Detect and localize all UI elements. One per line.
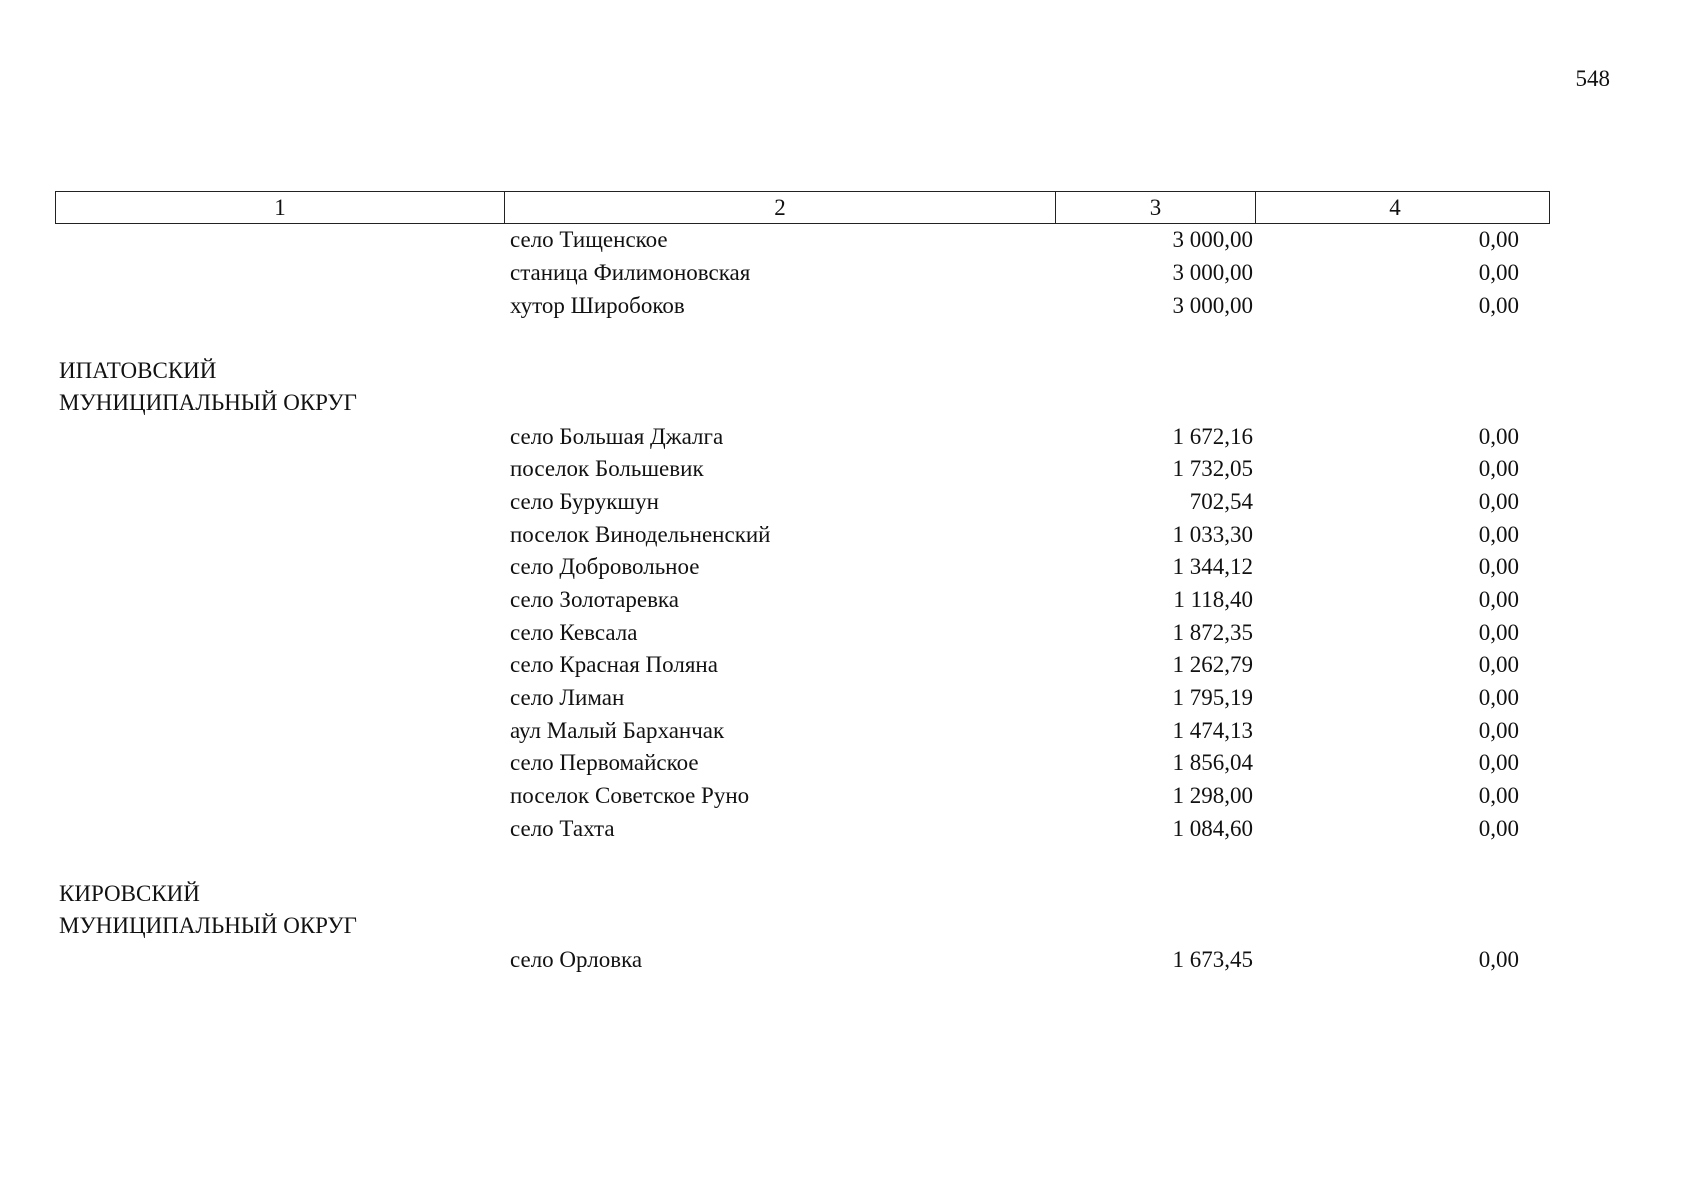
cell-settlement-name: поселок Винодельненский [510, 521, 771, 547]
table-row [55, 584, 1550, 617]
cell-settlement-name: село Первомайское [510, 750, 699, 776]
table-body [55, 224, 1550, 976]
data-table [55, 191, 1550, 976]
cell-extra-value: 0,00 [1478, 227, 1519, 253]
cell-value: 1 795,19 [1172, 685, 1253, 710]
cell-extra-value: 0,00 [1478, 685, 1519, 710]
cell-extra-value: 0,00 [1478, 260, 1519, 286]
cell-extra-value: 0,00 [1478, 521, 1519, 547]
cell-settlement-name: село Золотаревка [510, 586, 679, 612]
cell-extra-value: 0,00 [1478, 652, 1519, 678]
table-row [55, 518, 1550, 551]
cell-value: 1 474,13 [1172, 717, 1253, 743]
table-row [55, 257, 1550, 290]
table-row [55, 812, 1550, 845]
header-col-4: 4 [1389, 194, 1401, 220]
cell-extra-value: 0,00 [1478, 586, 1519, 612]
header-col-2: 2 [505, 192, 1056, 223]
cell-settlement-name: село Кевсала [510, 619, 638, 645]
table-row [55, 486, 1550, 519]
district-title-line1: КИРОВСКИЙ [59, 880, 200, 906]
cell-extra-value: 0,00 [1478, 750, 1519, 776]
cell-settlement-name: село Тищенское [510, 227, 668, 253]
cell-settlement-name: хутор Широбоков [510, 292, 685, 318]
cell-value: 3 000,00 [1172, 227, 1253, 253]
table-row [55, 780, 1550, 813]
table-row [55, 682, 1550, 715]
row-spacer [55, 845, 1550, 878]
cell-settlement-name: поселок Большевик [510, 456, 704, 482]
cell-value: 1 344,12 [1172, 554, 1253, 580]
table-row [55, 289, 1550, 322]
cell-extra-value: 0,00 [1478, 488, 1519, 514]
cell-extra-value: 0,00 [1478, 554, 1519, 580]
cell-extra-value: 0,00 [1478, 783, 1519, 809]
cell-settlement-name: село Красная Поляна [510, 652, 718, 678]
cell-settlement-name: станица Филимоновская [510, 260, 751, 286]
cell-value: 1 672,16 [1172, 423, 1253, 449]
cell-settlement-name: село Бурукшун [510, 488, 659, 514]
cell-value: 1 732,05 [1172, 456, 1253, 482]
cell-extra-value: 0,00 [1478, 292, 1519, 318]
district-title-line1: ИПАТОВСКИЙ [59, 357, 217, 383]
district-title-line2: МУНИЦИПАЛЬНЫЙ ОКРУГ [59, 390, 357, 416]
cell-value: 1 673,45 [1172, 946, 1253, 972]
cell-value: 1 118,40 [1173, 586, 1253, 612]
cell-settlement-name: село Добровольное [510, 554, 700, 580]
table-row [55, 649, 1550, 682]
table-row [55, 420, 1550, 453]
cell-value: 702,54 [1189, 488, 1253, 514]
header-col-3: 3 [1056, 192, 1256, 223]
cell-extra-value: 0,00 [1478, 946, 1519, 972]
cell-settlement-name: село Лиман [510, 685, 625, 710]
cell-value: 1 856,04 [1172, 750, 1253, 776]
page-number: 548 [1575, 66, 1610, 91]
table-row [55, 616, 1550, 649]
cell-extra-value: 0,00 [1478, 815, 1519, 841]
cell-extra-value: 0,00 [1478, 619, 1519, 645]
table-row [55, 747, 1550, 780]
table-row [55, 551, 1550, 584]
cell-value: 3 000,00 [1172, 292, 1253, 318]
cell-value: 1 262,79 [1172, 652, 1253, 678]
table-row [55, 224, 1550, 257]
row-spacer [55, 322, 1550, 355]
table-header [55, 191, 1550, 224]
cell-extra-value: 0,00 [1478, 456, 1519, 482]
cell-value: 1 298,00 [1172, 783, 1253, 809]
cell-settlement-name: село Орловка [510, 946, 643, 972]
cell-value: 3 000,00 [1172, 260, 1253, 286]
header-col-1: 1 [56, 192, 505, 223]
cell-value: 1 084,60 [1172, 815, 1253, 841]
cell-extra-value: 0,00 [1478, 717, 1519, 743]
cell-settlement-name: село Большая Джалга [510, 423, 724, 449]
cell-extra-value: 0,00 [1478, 423, 1519, 449]
cell-settlement-name: поселок Советское Руно [510, 783, 750, 809]
district-title-line2: МУНИЦИПАЛЬНЫЙ ОКРУГ [59, 913, 357, 939]
cell-settlement-name: село Тахта [510, 815, 615, 841]
table-row [55, 943, 1550, 976]
table-row [55, 714, 1550, 747]
table-row [55, 453, 1550, 486]
cell-value: 1 033,30 [1172, 521, 1253, 547]
cell-value: 1 872,35 [1172, 619, 1253, 645]
cell-settlement-name: аул Малый Барханчак [510, 717, 725, 743]
